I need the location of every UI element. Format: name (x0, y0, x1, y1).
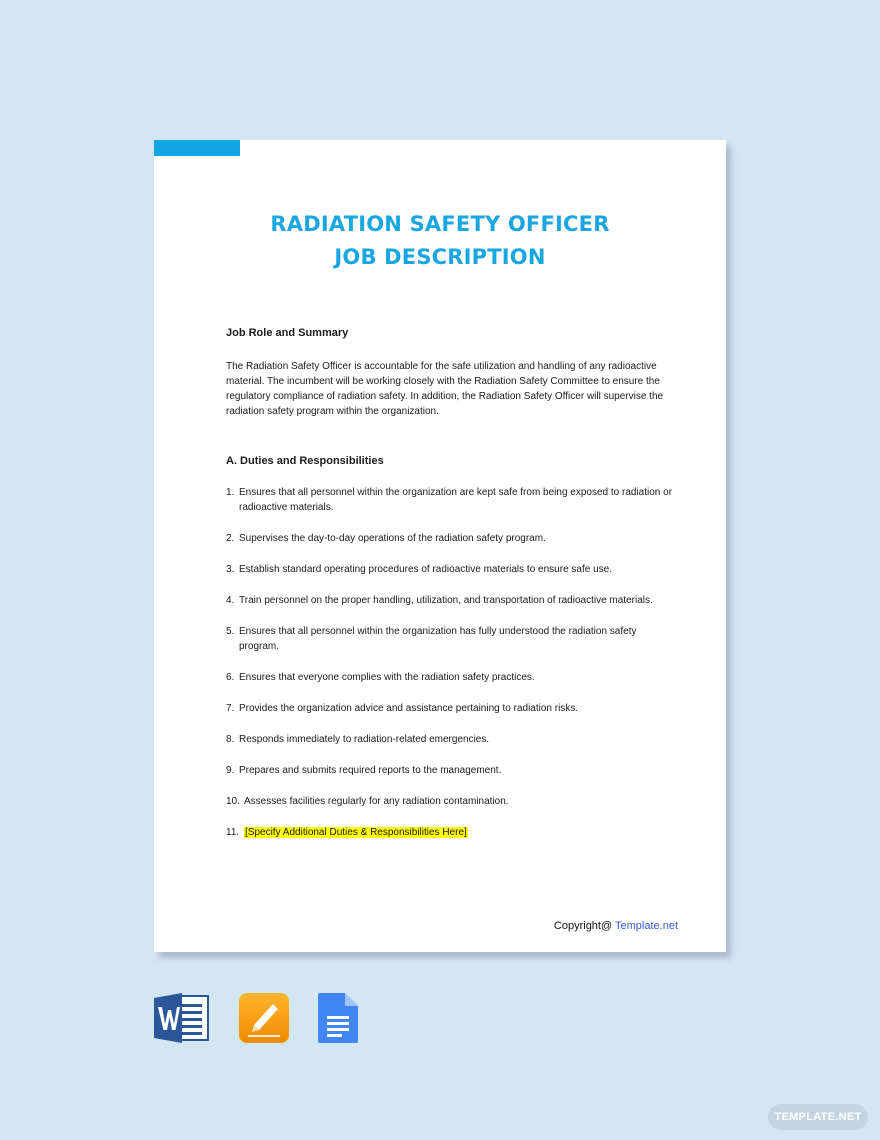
list-item: 8. Responds immediately to radiation-related emergencies. (226, 734, 490, 745)
list-item: 9. Prepares and submits required reports to the management. (226, 765, 502, 776)
section-heading-summary: Job Role and Summary (226, 327, 349, 339)
accent-bar (154, 140, 240, 156)
pages-icon[interactable] (238, 992, 290, 1049)
list-item: 5. Ensures that all personnel within the organization has fully understood the radiation safety program. (226, 626, 637, 652)
list-item: 10. Assesses facilities regularly for any radiation contamination. (226, 796, 509, 807)
list-item: 3. Establish standard operating procedures of radioactive materials to ensure safe use. (226, 564, 612, 575)
brand-badge[interactable]: TEMPLATE.NET (768, 1104, 868, 1130)
document-page (154, 140, 726, 952)
list-item: 1. Ensures that all personnel within the organization are kept safe from being exposed to radiation or radioactive materials. (226, 487, 673, 513)
list-item: 4. Train personnel on the proper handling, utilization, and transportation of radioactive materials. (226, 595, 653, 606)
section-heading-duties: A. Duties and Responsibilities (226, 455, 384, 467)
copyright-line (554, 920, 678, 932)
title-line-1: RADIATION SAFETY OFFICER (270, 212, 610, 236)
list-item: 2. Supervises the day-to-day operations of the radiation safety program. (226, 533, 546, 544)
document-title (154, 208, 726, 274)
document-body (226, 326, 676, 856)
list-item: 11. [Specify Additional Duties & Responsibilities Here] (226, 827, 467, 838)
list-item: 7. Provides the organization advice and assistance pertaining to radiation risks. (226, 703, 579, 714)
word-icon[interactable] (154, 992, 212, 1049)
title-line-2: JOB DESCRIPTION (334, 245, 546, 269)
google-docs-icon[interactable] (317, 992, 359, 1049)
duties-list (226, 485, 676, 840)
copyright-link[interactable]: Template.net (615, 920, 678, 932)
list-item: 6. Ensures that everyone complies with the radiation safety practices. (226, 672, 535, 683)
placeholder-highlight[interactable]: [Specify Additional Duties & Responsibilities Here] (245, 827, 467, 838)
copyright-label: Copyright@ (553, 920, 613, 932)
summary-paragraph: The Radiation Safety Officer is accountable for the safe utilization and handling of any radioactive material. The incumbent will be working closely with the Radiation Safety Committee to ensure the regulatory compliance of radiation safety. In addition, the Radiation Safety Officer will supervise the radiation safety program within the organization. (226, 361, 664, 417)
